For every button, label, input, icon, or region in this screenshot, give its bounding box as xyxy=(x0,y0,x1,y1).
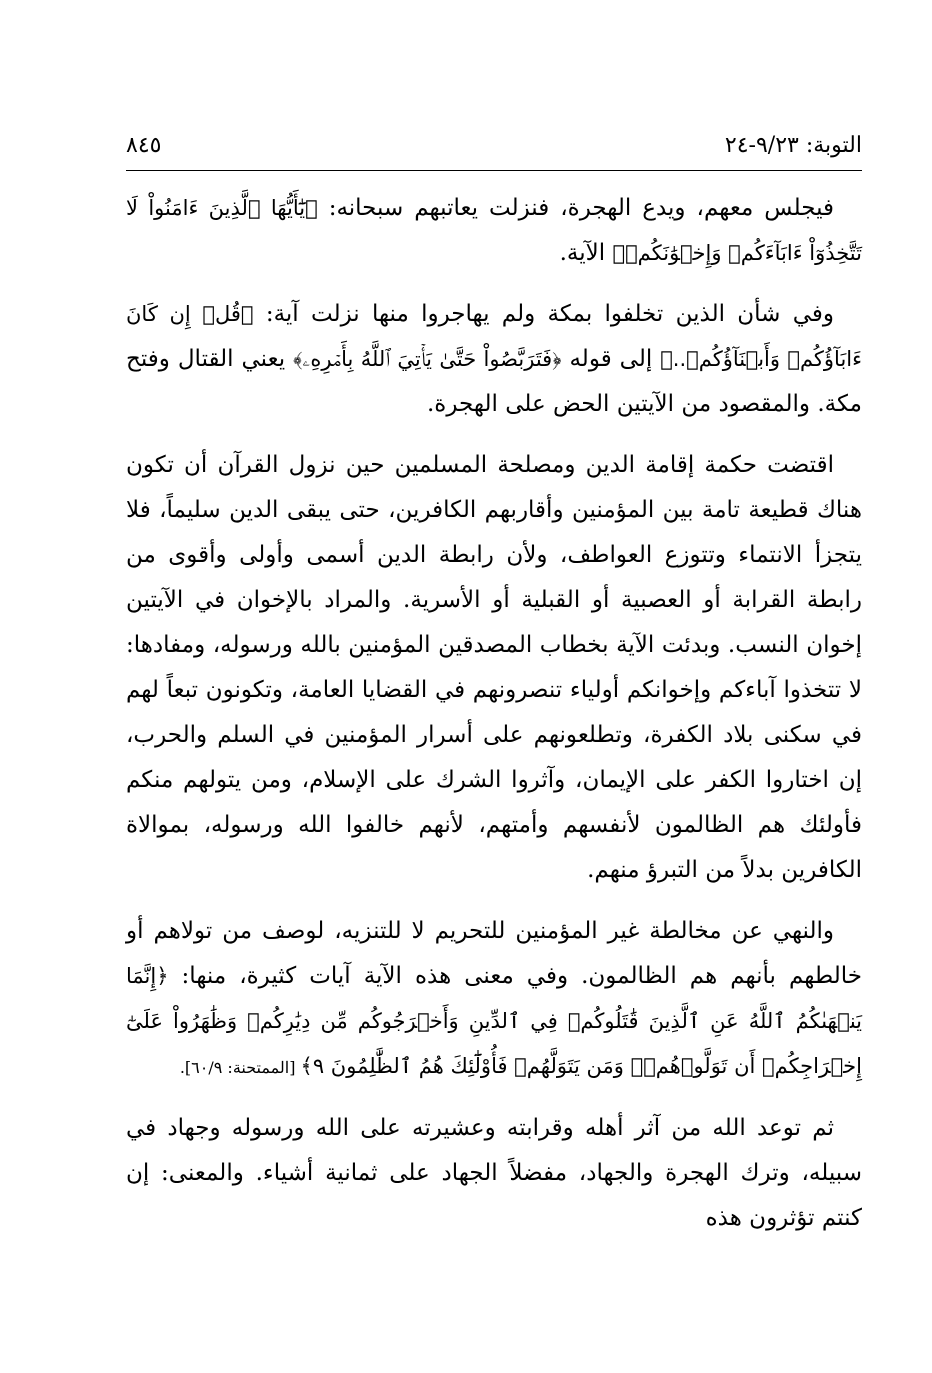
page-number: ٨٤٥ xyxy=(126,133,162,158)
quran-verse-3: ﴿فَتَرَبَّصُواْ حَتَّىٰ يَأۡتِيَ ٱللَّهُ بِأَمۡرِهِۦ﴾ xyxy=(293,347,562,371)
quran-verse-4: ﴿إِنَّمَا يَنۡهَىٰكُمُ ٱللَّهُ عَنِ ٱلَّذِينَ قَٰتَلُوكُمۡ فِي ٱلدِّينِ وَأَخۡرَجُوكُم مِّن دِيَٰرِكُمۡ وَظَٰهَرُواْ عَلَىٰٓ إِخۡرَاجِكُمۡ أَن تَوَلَّوۡهُمۡۚ وَمَن يَتَوَلَّهُمۡ فَأُوْلَٰٓئِكَ هُمُ ٱلظَّٰلِمُونَ ٩﴾ xyxy=(126,964,862,1078)
running-header xyxy=(126,128,862,164)
verse-citation: [الممتحنة: ٦٠/٩]. xyxy=(179,1058,301,1077)
quran-verse-1: ﴿يَٰٓأَيُّهَا ٱلَّذِينَ ءَامَنُواْ لَا تَتَّخِذُوٓاْ ءَابَآءَكُمۡ وَإِخۡوَٰنَكُمۡ﴾ xyxy=(126,196,862,265)
surah-reference: التوبة: ٩/٢٣-٢٤ xyxy=(724,133,862,158)
paragraph-2-text-3: يعني القتال وفتح مكة. والمقصود من الآيتين الحض على الهجرة. xyxy=(126,346,862,417)
quran-verse-2: ﴿قُلۡ إِن كَانَ ءَابَآؤُكُمۡ وَأَبۡنَآؤُكُمۡ..﴾ xyxy=(126,302,863,371)
paragraph-1 xyxy=(126,186,862,276)
paragraph-1-text-2: الآية. xyxy=(559,240,613,266)
paragraph-3: اقتضت حكمة إقامة الدين ومصلحة المسلمين حين نزول القرآن أن تكون هناك قطيعة تامة بين المؤمنين وأقاربهم الكافرين، حتى يبقى الدين سليماً، فلا يتجزأ الانتماء وتتوزع العواطف، ولأن رابطة الدين أسمى وأولى وأقوى من رابطة القرابة أو العصبية أو القبلية أو الأسرية. والمراد بالإخوان في الآيتين إخوان النسب. وبدئت الآية بخطاب المصدقين المؤمنين بالله ورسوله، ومفادها: لا تتخذوا آباءكم وإخوانكم أولياء تنصرونهم في القضايا العامة، وتكونون تبعاً لهم في سكنى بلاد الكفرة، وتطلعونهم على أسرار المؤمنين في السلم والحرب، إن اختاروا الكفر على الإيمان، وآثروا الشرك على الإسلام، ومن يتولهم منكم فأولئك هم الظالمون لأنفسهم وأمتهم، لأنهم خالفوا الله ورسوله، بموالاة الكافرين بدلاً من التبرؤ منهم. xyxy=(126,452,862,883)
paragraph-1-text-1: فيجلس معهم، ويدع الهجرة، فنزلت يعاتبهم سبحانه: xyxy=(317,195,835,221)
paragraph-4 xyxy=(126,909,862,1090)
paragraph-2 xyxy=(126,292,862,427)
paragraph-2-text-1: وفي شأن الذين تخلفوا بمكة ولم يهاجروا منها نزلت آية: xyxy=(253,301,834,327)
main-text xyxy=(126,186,862,1257)
paragraph-2-text-2: إلى قوله xyxy=(561,346,661,372)
paragraph-5: ثم توعد الله من آثر أهله وقرابته وعشيرته على الله ورسوله وجهاد في سبيله، وترك الهجرة والجهاد، مفضلاً الجهاد على ثمانية أشياء. والمعنى: إن كنتم تؤثرون هذه xyxy=(126,1115,862,1231)
header-divider xyxy=(126,170,862,171)
paragraph-4-text-1: والنهي عن مخالطة غير المؤمنين للتحريم لا للتنزيه، لوصف من تولاهم أو خالطهم بأنهم هم الظالمون. وفي معنى هذه الآية آيات كثيرة، منها: xyxy=(126,918,862,989)
